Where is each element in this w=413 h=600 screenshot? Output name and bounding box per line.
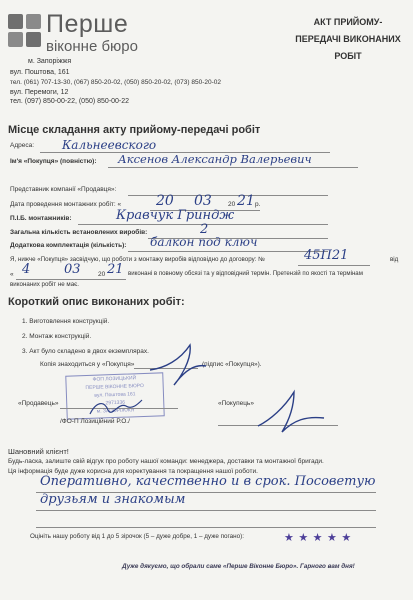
customer-value: Аксенов Александр Валерьевич bbox=[118, 152, 312, 166]
extra-value: балкон под ключ bbox=[150, 235, 258, 249]
star-icon: ★ bbox=[284, 532, 294, 544]
header-phone-1: тел. (061) 707-13-30, (067) 850-20-02, (050) 850-20-02, (073) 850-20-02 bbox=[10, 79, 221, 86]
date-label: Дата проведення монтажних робіт: « bbox=[10, 201, 122, 208]
stamp-line-4: 2971336 bbox=[105, 399, 126, 407]
customer-line bbox=[108, 167, 358, 168]
thanks-text: Дуже дякуємо, що обрали саме «Перше Віконне Бюро». Гарного вам дня! bbox=[122, 563, 355, 570]
header-city: м. Запоріжжя bbox=[28, 58, 72, 65]
review-line-2 bbox=[36, 510, 376, 511]
buyer-signature-2 bbox=[250, 386, 330, 436]
act-document: Перше віконне бюро м. Запоріжжя вул. Поштова, 161 тел. (061) 707-13-30, (067) 850-20-02, (050) 850-20-02, (073) 850-20-02 вул. Перемоги, 12 тел. (097) 850-00-22, (050) 850-00-22 АКТ ПРИЙОМУ-ПЕРЕДАЧІ ВИКОНАНИХ РОБІТ Місце складання акту прийому-передачі робіт Адреса: Кальнеевского Ім'я «Покупця» (повністю): Аксенов Александр Валерьевич Представник компанії «Продавця»: Дата проведення монтажних робіт: « 20 03 20 21 р. П.І.Б. монтажників: Кравчук Гриндж Загальна кількість встановлених виробів: 2 Додаткова комплектація (кількість): балкон под ключ Я, нижче «Покупця» засвідчую, що роботи з монтажу виробів відповідно до договору: № 45П21 від « 4 03 20 21 виконані в повному обсязі та у відповідний термін. Претензій по якості та термінам виконаних робіт не має. Короткий опис виконаних робіт: 1. Виготовлення конструкцій. 2. Монтаж конструкцій. 3. Акт було складено в двох екземплярах. Копія знаходиться у «Покупця» (підпис «Покупця»). ФОП ЛОЗИЦЬКИЙ ПЕРШЕ ВІКОННЕ БЮРО вул. Поштова 161 2971336 м. ЗАПОРІЖЖЯ «Продавець» /ФО-П Лозиційний Р.О./ «Покупець» Шановний клієнт! Будь-ласка, залиште свій відгук про роботу нашої команди: менеджера, доставки та монтажної бригади. Ця інформація буде дуже корисна для коректування та покращення нашої роботи. Оперативно, качественно и в срок. Посоветую друзьям и знакомым Оцініть нашу роботу від 1 до 5 зірочок (5 – дуже добре, 1 – дуже погано): ★ ★ ★ ★ ★ Дуже дякуємо, що обрали саме «Перше Віконне Бюро». Гарного вам дня! bbox=[0, 0, 413, 600]
header-phone-2: тел. (097) 850-00-22, (050) 850-00-22 bbox=[10, 98, 130, 105]
date-year-prefix: 20 bbox=[228, 201, 236, 208]
feedback-greeting: Шановний клієнт! bbox=[8, 447, 69, 456]
address-label: Адреса: bbox=[10, 142, 35, 149]
doc-title: АКТ ПРИЙОМУ-ПЕРЕДАЧІ ВИКОНАНИХ РОБІТ bbox=[295, 17, 401, 61]
contract-from: від bbox=[390, 256, 399, 263]
feedback-p2: Ця інформація буде дуже корисна для коректування та покращення нашої роботи. bbox=[8, 468, 258, 475]
extra-label: Додаткова комплектація (кількість): bbox=[10, 242, 127, 249]
date-suffix: р. bbox=[255, 201, 261, 208]
contract-text: Я, нижче «Покупця» засвідчую, що роботи з монтажу виробів відповідно до договору: № bbox=[10, 256, 265, 263]
stamp-line-1: ФОП ЛОЗИЦЬКИЙ bbox=[92, 375, 137, 383]
star-icon: ★ bbox=[341, 532, 352, 544]
stamp-line-5: м. ЗАПОРІЖЖЯ bbox=[96, 407, 135, 415]
contract-month: 03 bbox=[64, 262, 81, 277]
contract-text-3: виконаних робіт не має. bbox=[10, 281, 80, 288]
copy-line-text: Копія знаходиться у «Покупця» bbox=[40, 361, 135, 368]
works-item-1: 1. Виготовлення конструкцій. bbox=[22, 318, 110, 325]
logo-squares-icon bbox=[8, 14, 42, 48]
extra-line bbox=[128, 251, 328, 252]
date-month: 03 bbox=[194, 193, 212, 209]
contract-year: 21 bbox=[107, 262, 124, 277]
star-icon: ★ bbox=[326, 532, 337, 544]
installers-label: П.І.Б. монтажників: bbox=[10, 215, 72, 222]
contract-number-line bbox=[298, 265, 370, 266]
customer-label: Ім'я «Покупця» (повністю): bbox=[10, 158, 97, 165]
buyer-label: «Покупець» bbox=[218, 400, 254, 407]
copy-sign-label: (підпис «Покупця»). bbox=[202, 361, 262, 368]
header-address-1: вул. Поштова, 161 bbox=[10, 69, 70, 76]
stamp-line-3: вул. Поштова 161 bbox=[94, 391, 136, 399]
date-day: 20 bbox=[156, 193, 174, 209]
count-value: 2 bbox=[200, 222, 209, 237]
seller-label: «Продавець» bbox=[18, 400, 59, 407]
section-title-works: Короткий опис виконаних робіт: bbox=[8, 296, 185, 308]
contract-number: 45П21 bbox=[304, 248, 349, 263]
fop-label: /ФО-П Лозиційний Р.О./ bbox=[60, 418, 130, 425]
contract-day: 4 bbox=[22, 262, 31, 277]
review-text-1: Оперативно, качественно и в срок. Посоветую bbox=[40, 474, 376, 489]
address-value: Кальнеевского bbox=[62, 138, 157, 152]
contract-date-line bbox=[16, 279, 126, 280]
installers-value: Кравчук Гриндж bbox=[116, 208, 235, 223]
rating-text: Оцініть нашу роботу від 1 до 5 зірочок (5 – дуже добре, 1 – дуже погано): bbox=[30, 533, 244, 540]
date-year: 21 bbox=[237, 193, 255, 209]
star-icon: ★ bbox=[298, 532, 309, 544]
count-label: Загальна кількість встановлених виробів: bbox=[10, 229, 148, 236]
logo-brand-sub: віконне бюро bbox=[46, 38, 138, 55]
rating-stars bbox=[284, 528, 351, 546]
seller-rep-label: Представник компанії «Продавця»: bbox=[10, 186, 117, 193]
stamp-line-2: ПЕРШЕ ВІКОННЕ БЮРО bbox=[85, 382, 144, 392]
star-icon: ★ bbox=[312, 532, 323, 544]
works-item-2: 2. Монтаж конструкцій. bbox=[22, 333, 92, 340]
works-item-3: 3. Акт було складено в двох екземплярах. bbox=[22, 348, 149, 355]
review-text-2: друзьям и знакомым bbox=[40, 492, 186, 507]
section-title-place: Місце складання акту прийому-передачі робіт bbox=[8, 124, 261, 136]
contract-text-2: виконані в повному обсязі та у відповідний термін. Претензій по якості та термінам bbox=[128, 270, 363, 277]
logo-brand-main: Перше bbox=[46, 10, 129, 38]
feedback-p1: Будь-ласка, залиште свій відгук про роботу нашої команди: менеджера, доставки та монтажної бригади. bbox=[8, 458, 324, 465]
header-address-2: вул. Перемоги, 12 bbox=[10, 89, 69, 96]
